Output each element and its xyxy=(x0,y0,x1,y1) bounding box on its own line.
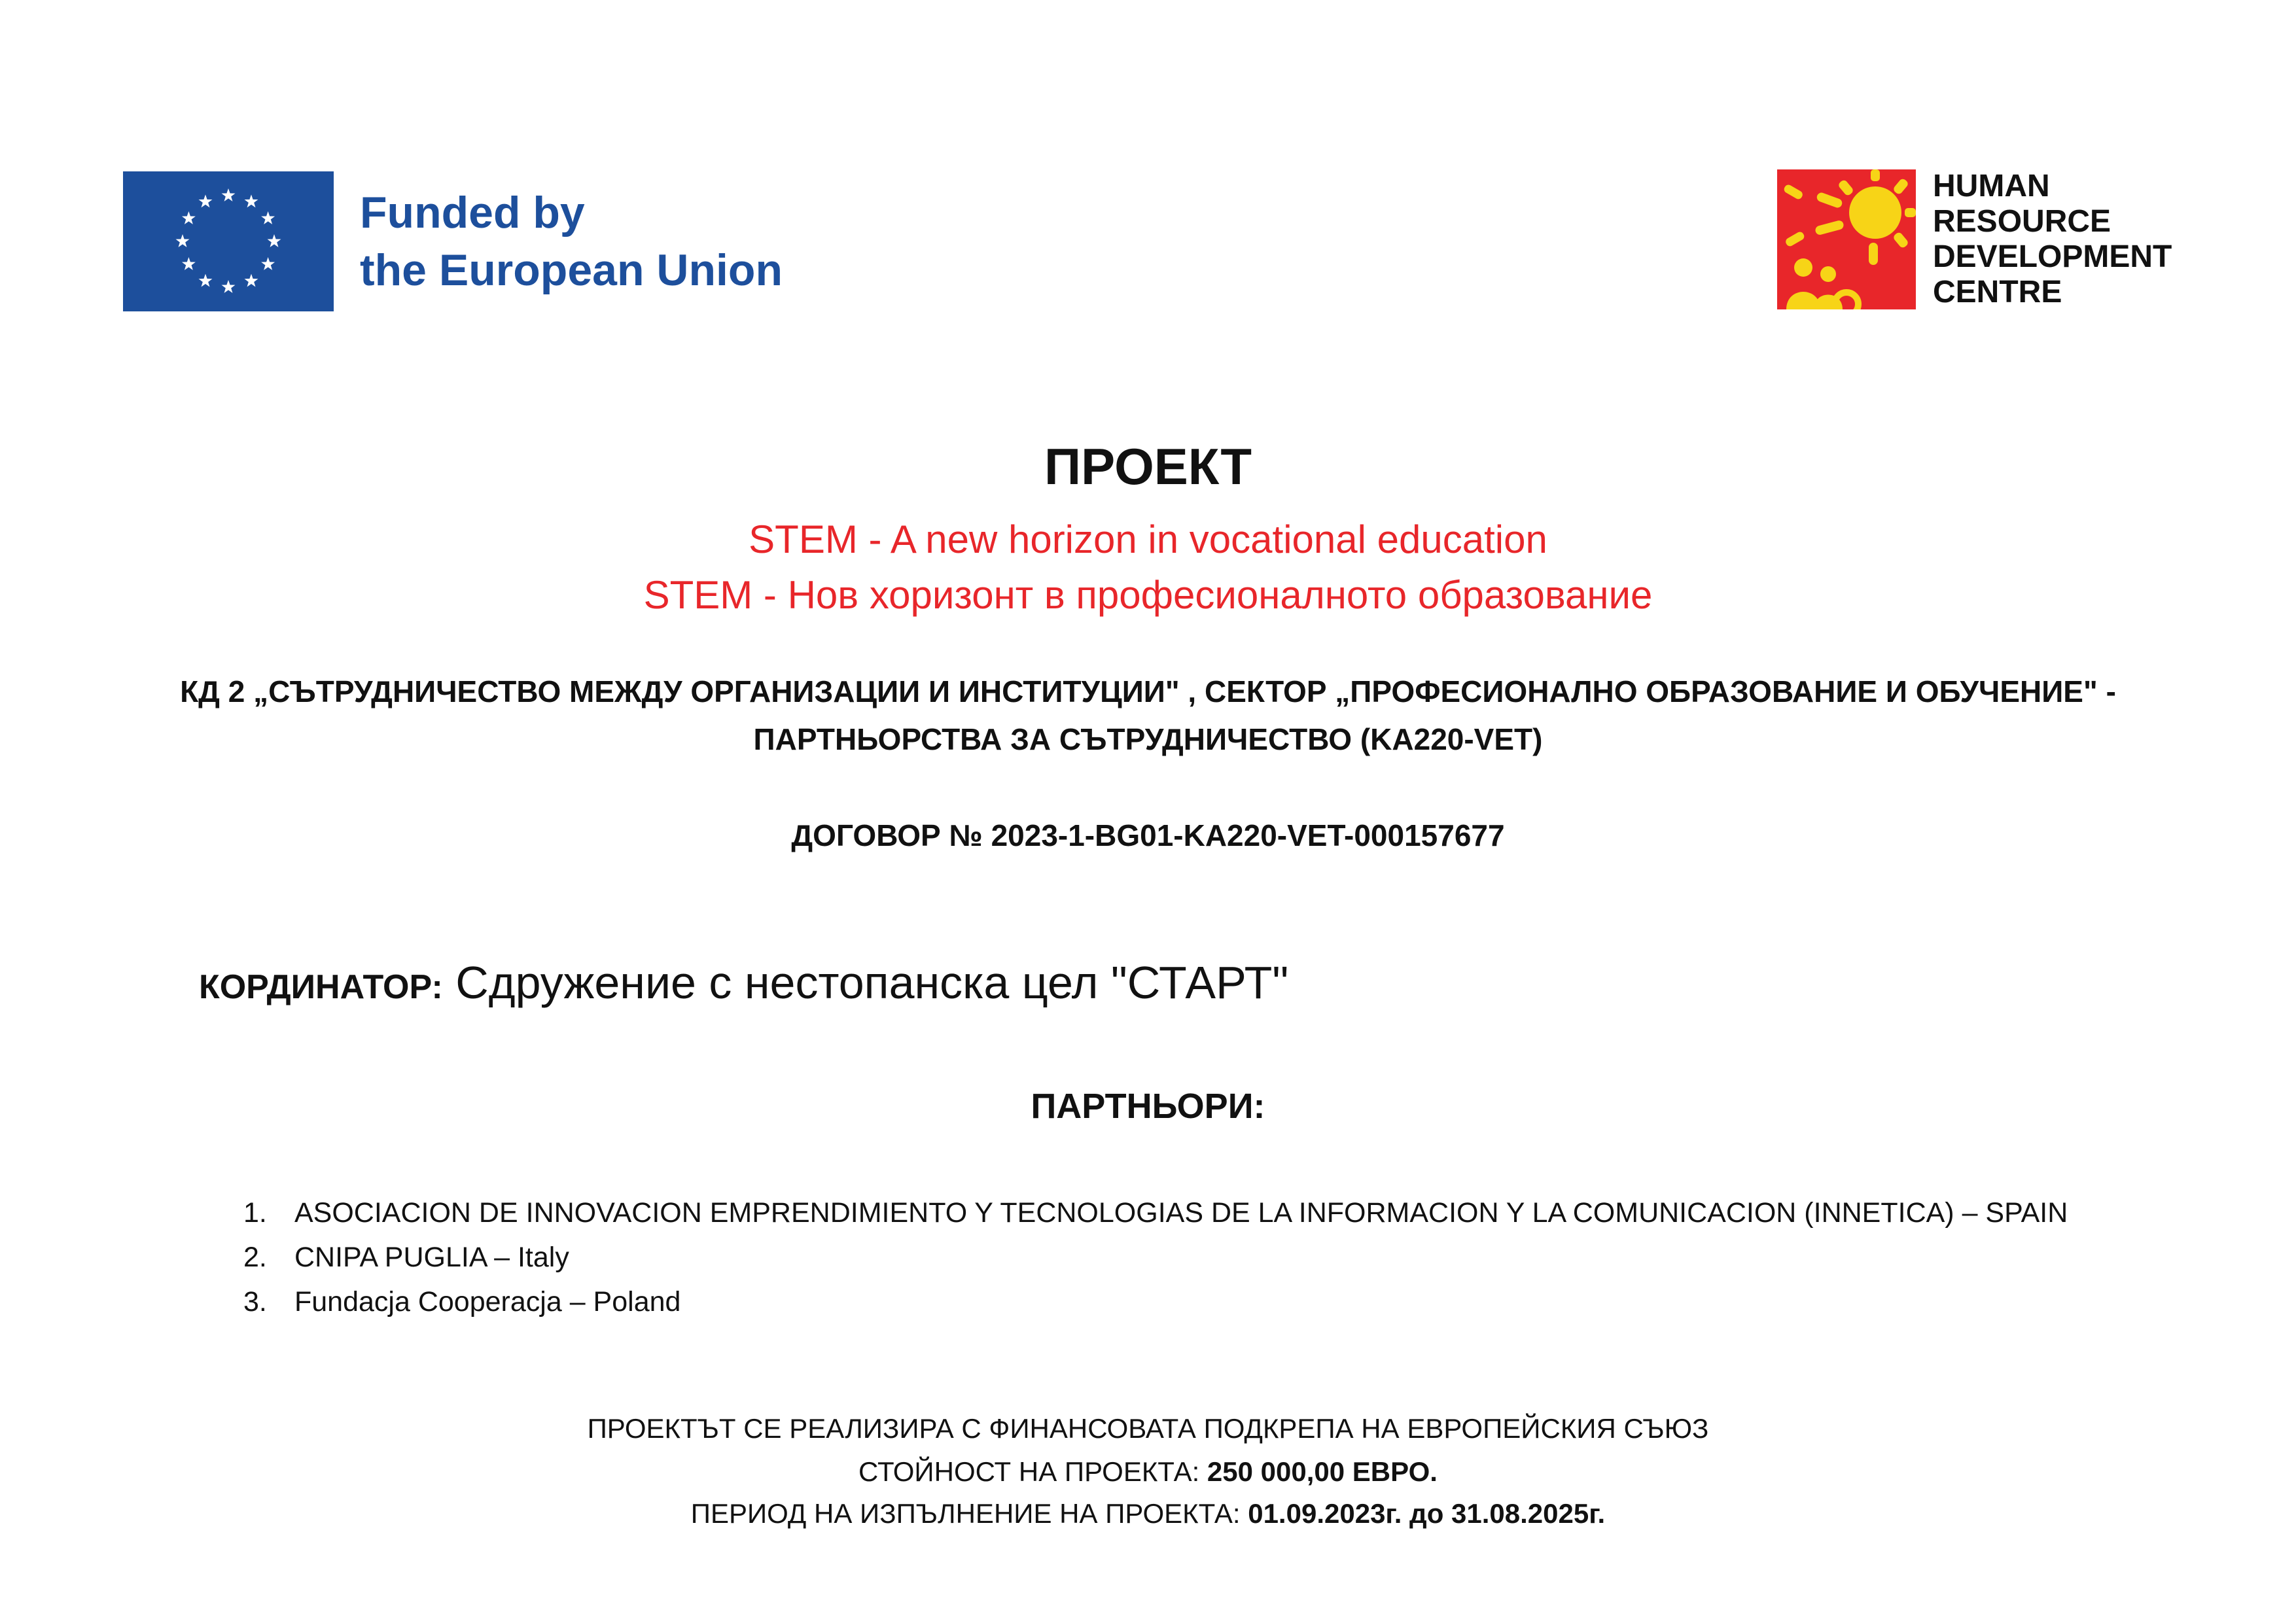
partner-name: CNIPA PUGLIA – Italy xyxy=(294,1242,569,1273)
list-item-number: 1. xyxy=(243,1197,267,1229)
eu-flag-icon xyxy=(123,171,334,311)
list-item-number: 2. xyxy=(243,1242,267,1273)
project-period xyxy=(0,1498,2296,1529)
partner-name: Fundacja Cooperacja – Poland xyxy=(294,1286,681,1318)
key-action-line-2: ПАРТНЬОРСТВА ЗА СЪТРУДНИЧЕСТВО (KA220-VET) xyxy=(753,722,1543,756)
contract-number: ДОГОВОР № 2023-1-BG01-KA220-VET-000157677 xyxy=(791,818,1505,852)
hrdc-name-text xyxy=(1933,169,2172,310)
eu-text-line2: the European Union xyxy=(360,245,783,295)
sun-people-icon xyxy=(1777,169,1916,309)
list-item xyxy=(243,1280,2068,1324)
project-value-label: СТОЙНОСТ НА ПРОЕКТА: xyxy=(858,1456,1207,1487)
eu-funding-text xyxy=(360,184,783,299)
hrdc-line2: RESOURCE xyxy=(1933,204,2111,239)
coordinator-name: Сдружение с нестопанска цел "СТАРТ" xyxy=(442,957,1289,1008)
project-value xyxy=(0,1456,2296,1488)
funding-statement: ПРОЕКТЪТ СЕ РЕАЛИЗИРА С ФИНАНСОВАТА ПОДКРЕПА НА ЕВРОПЕЙСКИЯ СЪЮЗ xyxy=(587,1413,1709,1444)
hrdc-logo xyxy=(1777,169,2172,310)
partners-heading: ПАРТНЬОРИ: xyxy=(1031,1087,1265,1126)
partner-name: ASOCIACION DE INNOVACION EMPRENDIMIENTO Y TECNOLOGIAS DE LA INFORMACION Y LA COMUNICACION (INNETICA) – SPAIN xyxy=(294,1197,2068,1229)
hrdc-line3: DEVELOPMENT xyxy=(1933,239,2172,274)
coordinator xyxy=(199,956,1288,1009)
partners-list xyxy=(243,1191,2068,1324)
project-period-label: ПЕРИОД НА ИЗПЪЛНЕНИЕ НА ПРОЕКТА: xyxy=(690,1498,1248,1529)
document-title: ПРОЕКТ xyxy=(1044,438,1252,495)
eu-text-line1: Funded by xyxy=(360,188,585,237)
coordinator-label: КОРДИНАТОР: xyxy=(199,968,443,1006)
eu-funding-logo xyxy=(123,171,783,311)
project-value-amount: 250 000,00 ЕВРО. xyxy=(1207,1456,1438,1487)
list-item-number: 3. xyxy=(243,1286,267,1318)
hrdc-line1: HUMAN xyxy=(1933,169,2050,203)
list-item xyxy=(243,1235,2068,1280)
hrdc-line4: CENTRE xyxy=(1933,275,2062,309)
list-item xyxy=(243,1191,2068,1235)
project-period-dates: 01.09.2023г. до 31.08.2025г. xyxy=(1248,1498,1606,1529)
key-action-line-1: КД 2 „СЪТРУДНИЧЕСТВО МЕЖДУ ОРГАНИЗАЦИИ И ИНСТИТУЦИИ" , СЕКТОР „ПРОФЕСИОНАЛНО ОБРАЗОВАНИЕ И ОБУЧЕНИЕ" - xyxy=(180,674,2116,708)
project-title-bulgarian: STEM - Нов хоризонт в професионалното образование xyxy=(643,573,1653,617)
project-title-english: STEM - A new horizon in vocational education xyxy=(749,517,1547,561)
